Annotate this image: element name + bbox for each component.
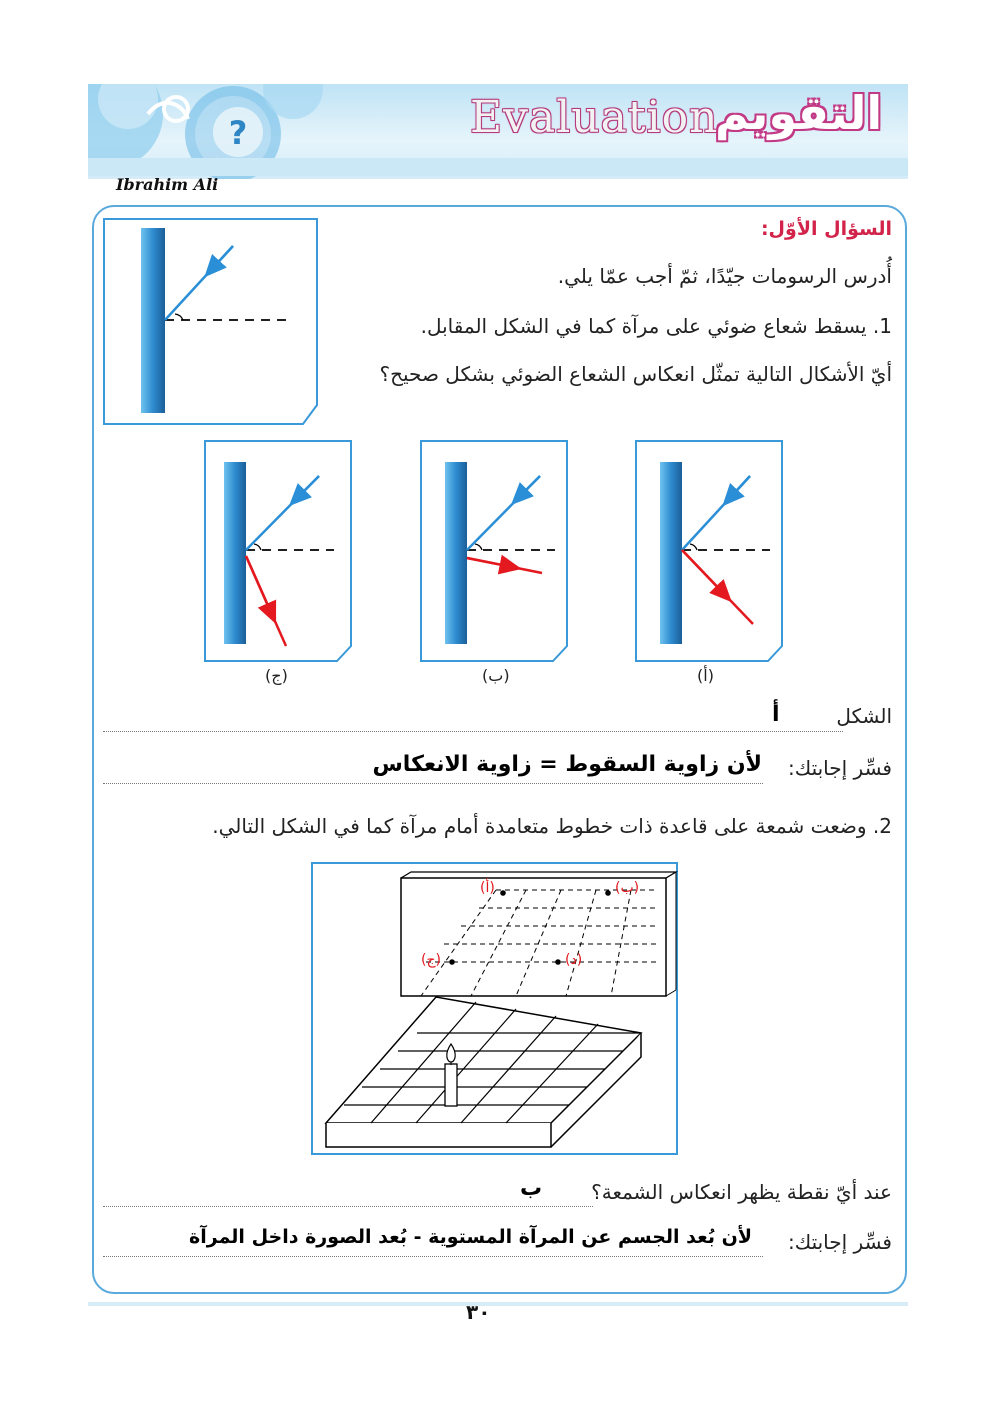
reference-mirror-figure (103, 218, 318, 425)
figure-option-c (204, 440, 352, 662)
title-english: Evaluation (470, 92, 719, 143)
author-name: Ibrahim Ali (116, 175, 219, 194)
shape-label: الشكل (836, 704, 892, 728)
item2-text: 2. وضعت شمعة على قاعدة ذات خطوط متعامدة أمام مرآة كما في الشكل التالي. (212, 814, 892, 838)
item1-question: أيّ الأشكال التالية تمثّل انعكاس الشعاع الضوئي بشكل صحيح؟ (379, 362, 892, 386)
point-label-c: (ج) (421, 952, 441, 968)
answer-line-3 (103, 1205, 593, 1207)
explain-answer-1: لأن زاوية السقوط = زاوية الانعكاس (372, 752, 762, 777)
svg-text:?: ? (228, 114, 248, 152)
shape-answer: أ (772, 702, 780, 727)
question-icon (208, 102, 268, 162)
answer-line-1 (103, 730, 843, 732)
header-stripe (88, 158, 908, 176)
figure-option-a (635, 440, 783, 662)
explain-answer-2: لأن بُعد الجسم عن المرآة المستوية - بُعد الصورة داخل المرآة (189, 1226, 752, 1248)
q2-answer: ب (520, 1176, 543, 1201)
point-label-b: (ب) (615, 880, 640, 896)
title-arabic: التقويم (715, 86, 883, 140)
question-heading: السؤال الأوّل: (760, 218, 892, 240)
answer-line-2 (103, 782, 763, 784)
q2-prompt: عند أيّ نقطة يظهر انعكاس الشمعة؟ (591, 1180, 892, 1204)
page-number: ٣٠ (466, 1300, 491, 1324)
figure-label-c: (ج) (265, 666, 288, 685)
explain-label-1: فسِّر إجابتك: (787, 756, 892, 780)
footer-strip (88, 1302, 908, 1306)
point-label-d: (د) (565, 952, 583, 968)
figure-label-a: (أ) (697, 666, 714, 685)
item1-text: 1. يسقط شعاع ضوئي على مرآة كما في الشكل المقابل. (420, 314, 892, 338)
question-intro: أُدرس الرسومات جيّدًا، ثمّ أجب عمّا يلي. (557, 264, 892, 288)
explain-label-2: فسِّر إجابتك: (787, 1230, 892, 1254)
candle-mirror-figure (311, 862, 678, 1155)
point-label-a: (أ) (480, 880, 495, 896)
answer-line-4 (103, 1255, 763, 1257)
figure-option-b (420, 440, 568, 662)
figure-label-b: (ب) (482, 666, 510, 685)
